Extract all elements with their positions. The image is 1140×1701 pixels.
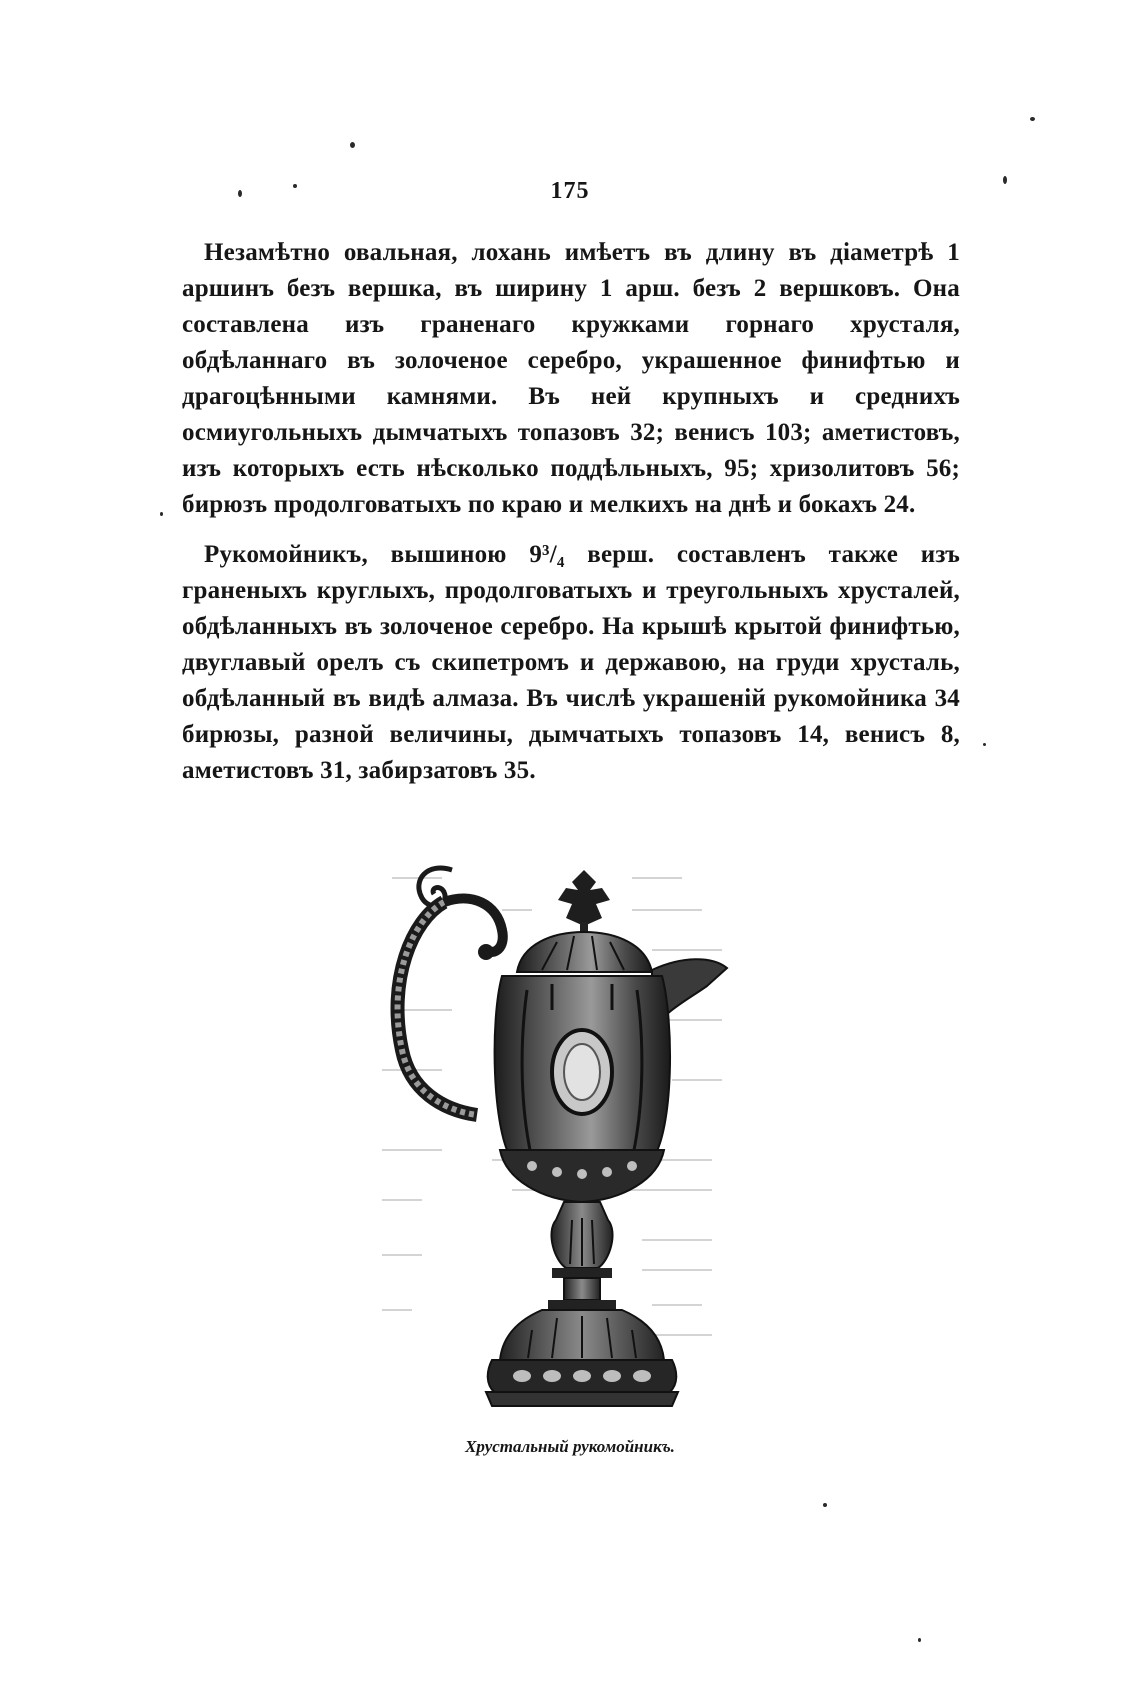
illustration-caption: Хрустальный рукомойникъ. [465,1437,675,1456]
paragraph-basin-description: Незамѣтно овальная, лохань имѣетъ въ длину въ діаметрѣ 1 аршинъ безъ вершка, въ ширину 1 арш. безъ 2 вершковъ. Она составлена изъ граненаго кружками горнаго хрусталя, обдѣланнаго въ золоченое серебро, украшенное финифтью и драгоцѣнными камнями. Въ ней крупныхъ и среднихъ осмиугольныхъ дымчатыхъ топазовъ 32; венисъ 103; аметистовъ, изъ которыхъ есть нѣсколько поддѣльныхъ, 95; хризолитовъ 56; бирюзъ продолговатыхъ по краю и мелкихъ на днѣ и бокахъ 24. [182,239,960,518]
scan-speck [983,743,986,746]
page-number: 175 [550,178,590,204]
scan-speck [918,1638,921,1642]
scan-speck [1030,117,1035,121]
crystal-ewer-engraving-icon [382,860,742,1420]
scan-speck [160,512,163,516]
ewer-illustration [382,860,742,1420]
scan-speck [350,142,355,148]
body-text [182,235,960,789]
scan-speck [823,1503,827,1507]
paragraph-ewer-description: Рукомойникъ, вышиною 9³/₄ верш. составленъ также изъ граненыхъ круглыхъ, продолговатыхъ и треугольныхъ хрусталей, обдѣланныхъ въ золоченое серебро. На крышѣ крытой финифтью, двуглавый орелъ съ скипетромъ и державою, на груди хрусталь, обдѣланный въ видѣ алмаза. Въ числѣ украшеній рукомойника 34 бирюзы, разной величины, дымчатыхъ топазовъ 14, венисъ 8, аметистовъ 31, забирзатовъ 35. [182,541,960,784]
